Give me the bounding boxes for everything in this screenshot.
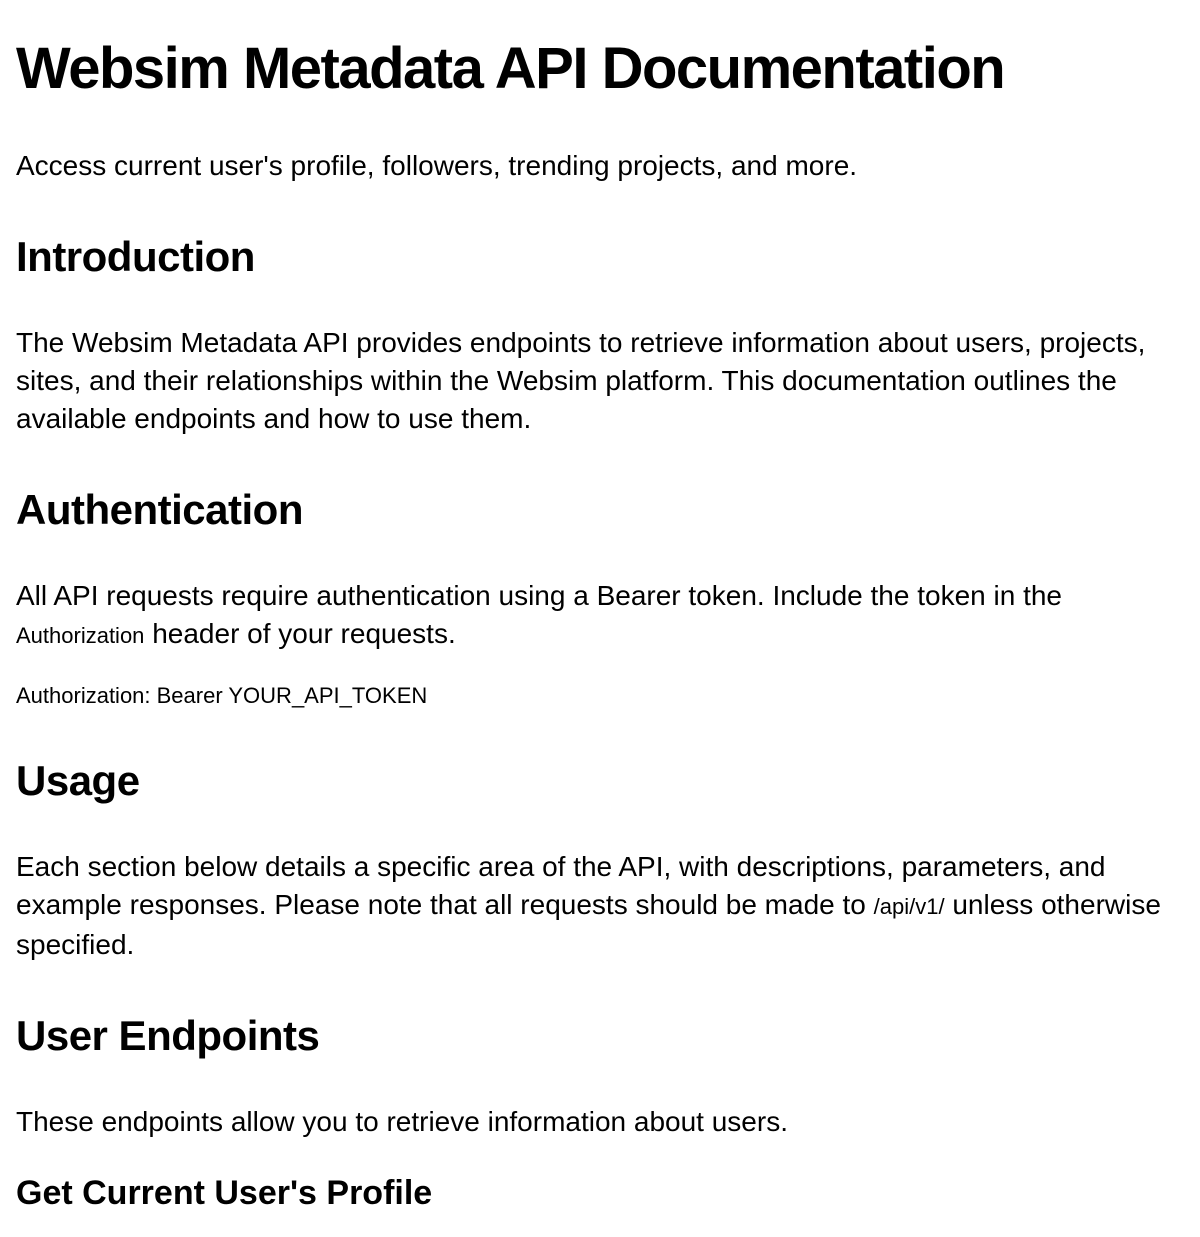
user-endpoints-paragraph: These endpoints allow you to retrieve information about users. bbox=[16, 1106, 788, 1137]
api-documentation-page bbox=[16, 37, 1184, 1213]
authentication-text-after: header of your requests. bbox=[144, 618, 456, 649]
api-base-path-inline-code: /api/v1/ bbox=[873, 894, 945, 919]
usage-paragraph bbox=[16, 848, 1180, 964]
authentication-paragraph bbox=[16, 577, 1180, 655]
user-endpoints-heading: User Endpoints bbox=[16, 1012, 320, 1059]
authorization-header-inline-code: Authorization bbox=[16, 623, 145, 648]
usage-text-after: unless otherwise specified. bbox=[16, 889, 1161, 960]
authorization-token-code-block: Authorization: Bearer YOUR_API_TOKEN bbox=[16, 683, 428, 708]
page-title: Websim Metadata API Documentation bbox=[16, 36, 1005, 101]
authentication-text-before: All API requests require authentication using a Bearer token. Include the token in the bbox=[16, 580, 1062, 611]
page-subtitle: Access current user's profile, followers, trending projects, and more. bbox=[16, 150, 858, 181]
introduction-heading: Introduction bbox=[16, 233, 255, 280]
get-current-user-profile-heading: Get Current User's Profile bbox=[16, 1174, 433, 1212]
introduction-paragraph: The Websim Metadata API provides endpoints to retrieve information about users, projects, sites, and their relationships within the Websim platform. This documentation outlines the available endpoints and how to use them. bbox=[16, 327, 1146, 434]
authentication-heading: Authentication bbox=[16, 486, 303, 533]
usage-heading: Usage bbox=[16, 757, 140, 804]
usage-text-before: Each section below details a specific area of the API, with descriptions, parameters, and example responses. Please note that all requests should be made to bbox=[16, 851, 1106, 920]
